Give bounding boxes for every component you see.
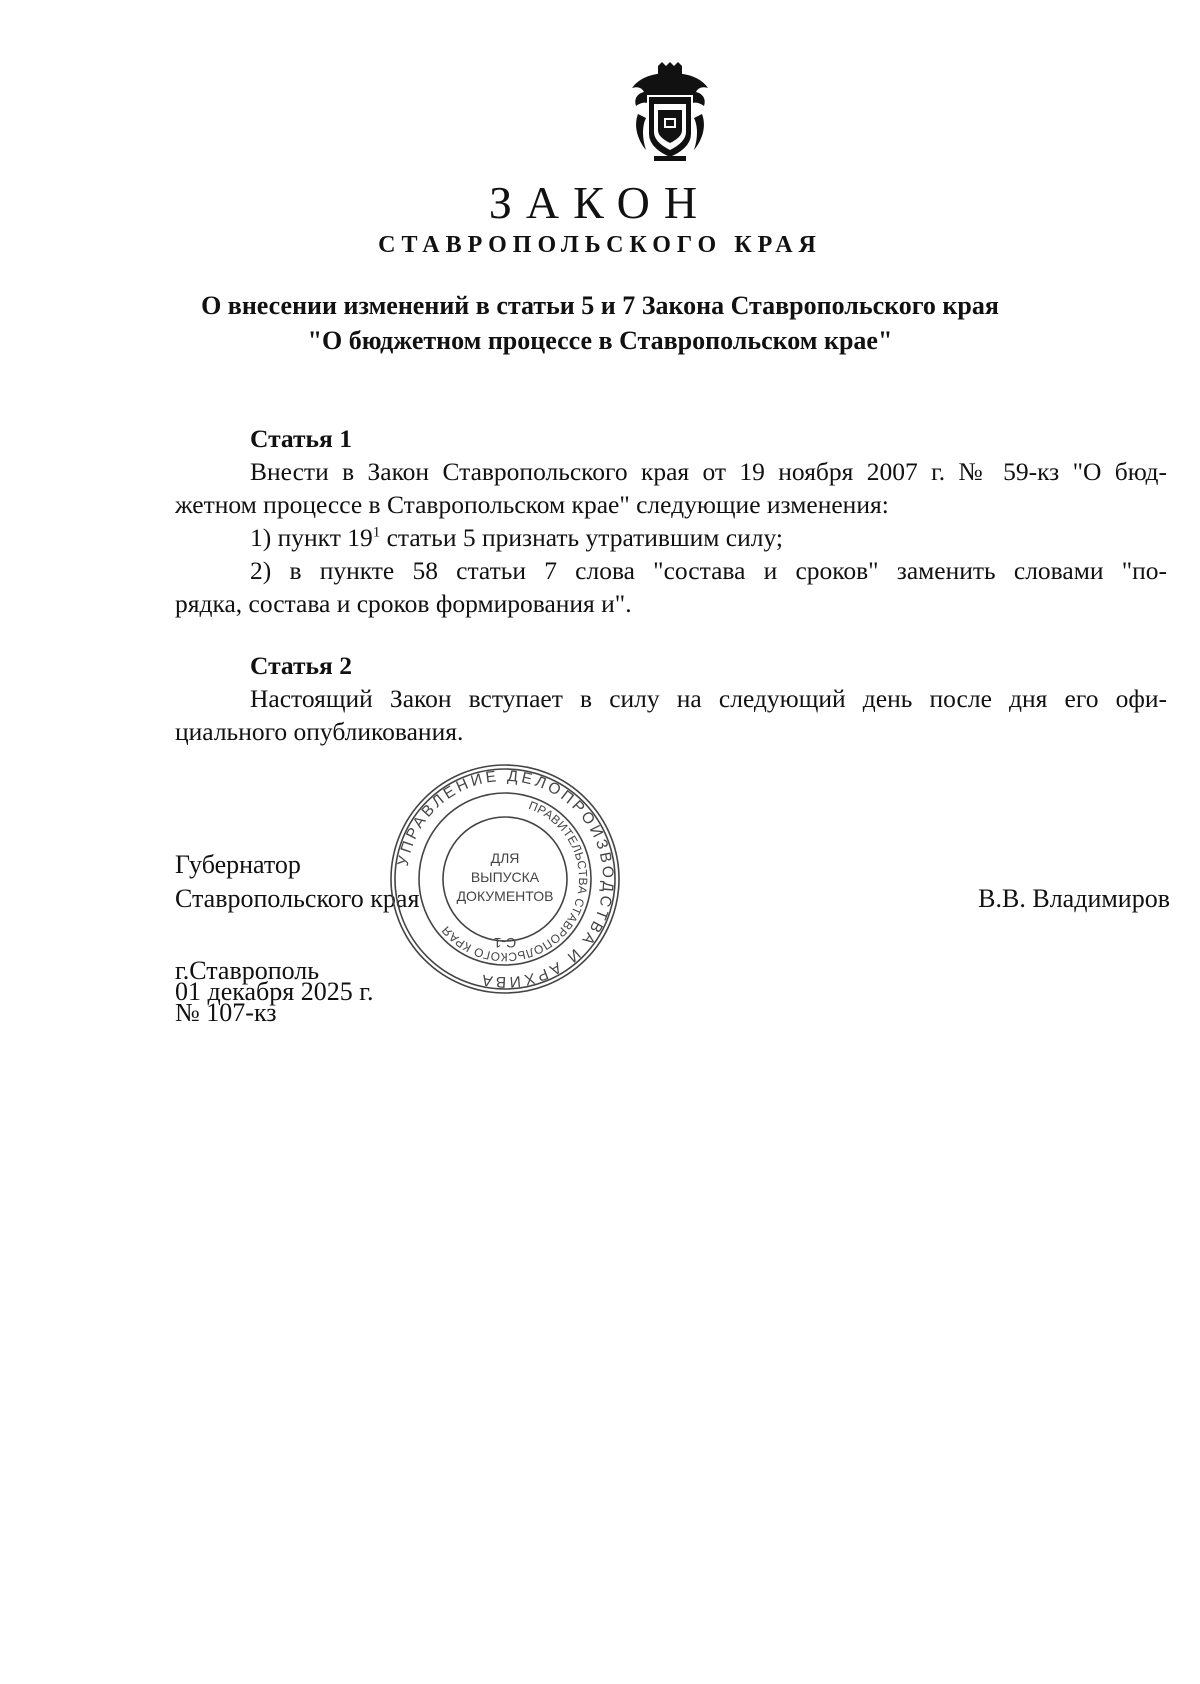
article-1-item-2-line-1: 2) в пункте 58 статьи 7 слова "состава и сроков" заменить словами "по- (250, 556, 1167, 585)
signatory-position (175, 848, 419, 916)
article-1-intro-line-2: жетном процессе в Ставропольском крае" следующие изменения: (175, 490, 889, 519)
stamp-outer-text: УПРАВЛЕНИЕ ДЕЛОПРОИЗВОДСТВА И АРХИВА (394, 767, 617, 991)
law-number: № 107-кз (175, 998, 277, 1027)
stamp-inner-text: ПРАВИТЕЛЬСТВА СТАВРОПОЛЬСКОГО КРАЯ (438, 798, 591, 965)
article-1-intro-line-1: Внести в Закон Ставропольского края от 19 ноября 2007 г. № 59-кз "О бюд- (250, 457, 1167, 486)
signatory-position-line-2: Ставропольского края (175, 884, 420, 913)
signatory-name: В.В. Владимиров (978, 884, 1170, 913)
article-2-text-line-1: Настоящий Закон вступает в силу на следующий день после дня его офи- (250, 684, 1167, 713)
law-name-line-2: "О бюджетном процессе в Ставропольском крае" (307, 326, 893, 355)
official-stamp-icon (388, 762, 622, 996)
article-2 (175, 649, 1167, 748)
article-1-item-1 (175, 521, 1167, 554)
stamp-code: С-1 (493, 935, 517, 951)
article-2-heading: Статья 2 (250, 651, 352, 680)
article-1-item-1-text: 1) пункт 19 (250, 523, 373, 552)
article-2-text-line-2: циального опубликования. (175, 717, 464, 746)
article-1-intro (175, 455, 1167, 521)
article-1-item-2 (175, 554, 1167, 620)
article-1-item-1-text-end: статьи 5 признать утратившим силу; (380, 523, 783, 552)
law-name (150, 288, 1050, 358)
stamp-center-line-1: ДЛЯ (490, 850, 520, 866)
city: г.Ставрополь (175, 956, 320, 985)
article-1-item-2-line-2: рядка, состава и сроков формирования и". (175, 589, 632, 618)
law-name-line-1: О внесении изменений в статьи 5 и 7 Закона Ставропольского края (201, 291, 999, 320)
date: 01 декабря 2025 г. (175, 977, 374, 1006)
article-1-item-1-superscript: 1 (372, 524, 381, 541)
signatory-position-line-1: Губернатор (175, 850, 301, 879)
stamp-center-line-3: ДОКУМЕНТОВ (456, 888, 554, 904)
place-date-number (175, 956, 374, 1027)
stavropol-coat-of-arms-icon (628, 62, 712, 162)
document-subtitle: СТАВРОПОЛЬСКОГО КРАЯ (378, 232, 822, 258)
document-title: ЗАКОН (488, 177, 712, 228)
article-2-text (175, 682, 1167, 748)
article-1 (175, 422, 1167, 620)
article-1-heading: Статья 1 (250, 424, 352, 453)
stamp-center-line-2: ВЫПУСКА (470, 869, 540, 885)
